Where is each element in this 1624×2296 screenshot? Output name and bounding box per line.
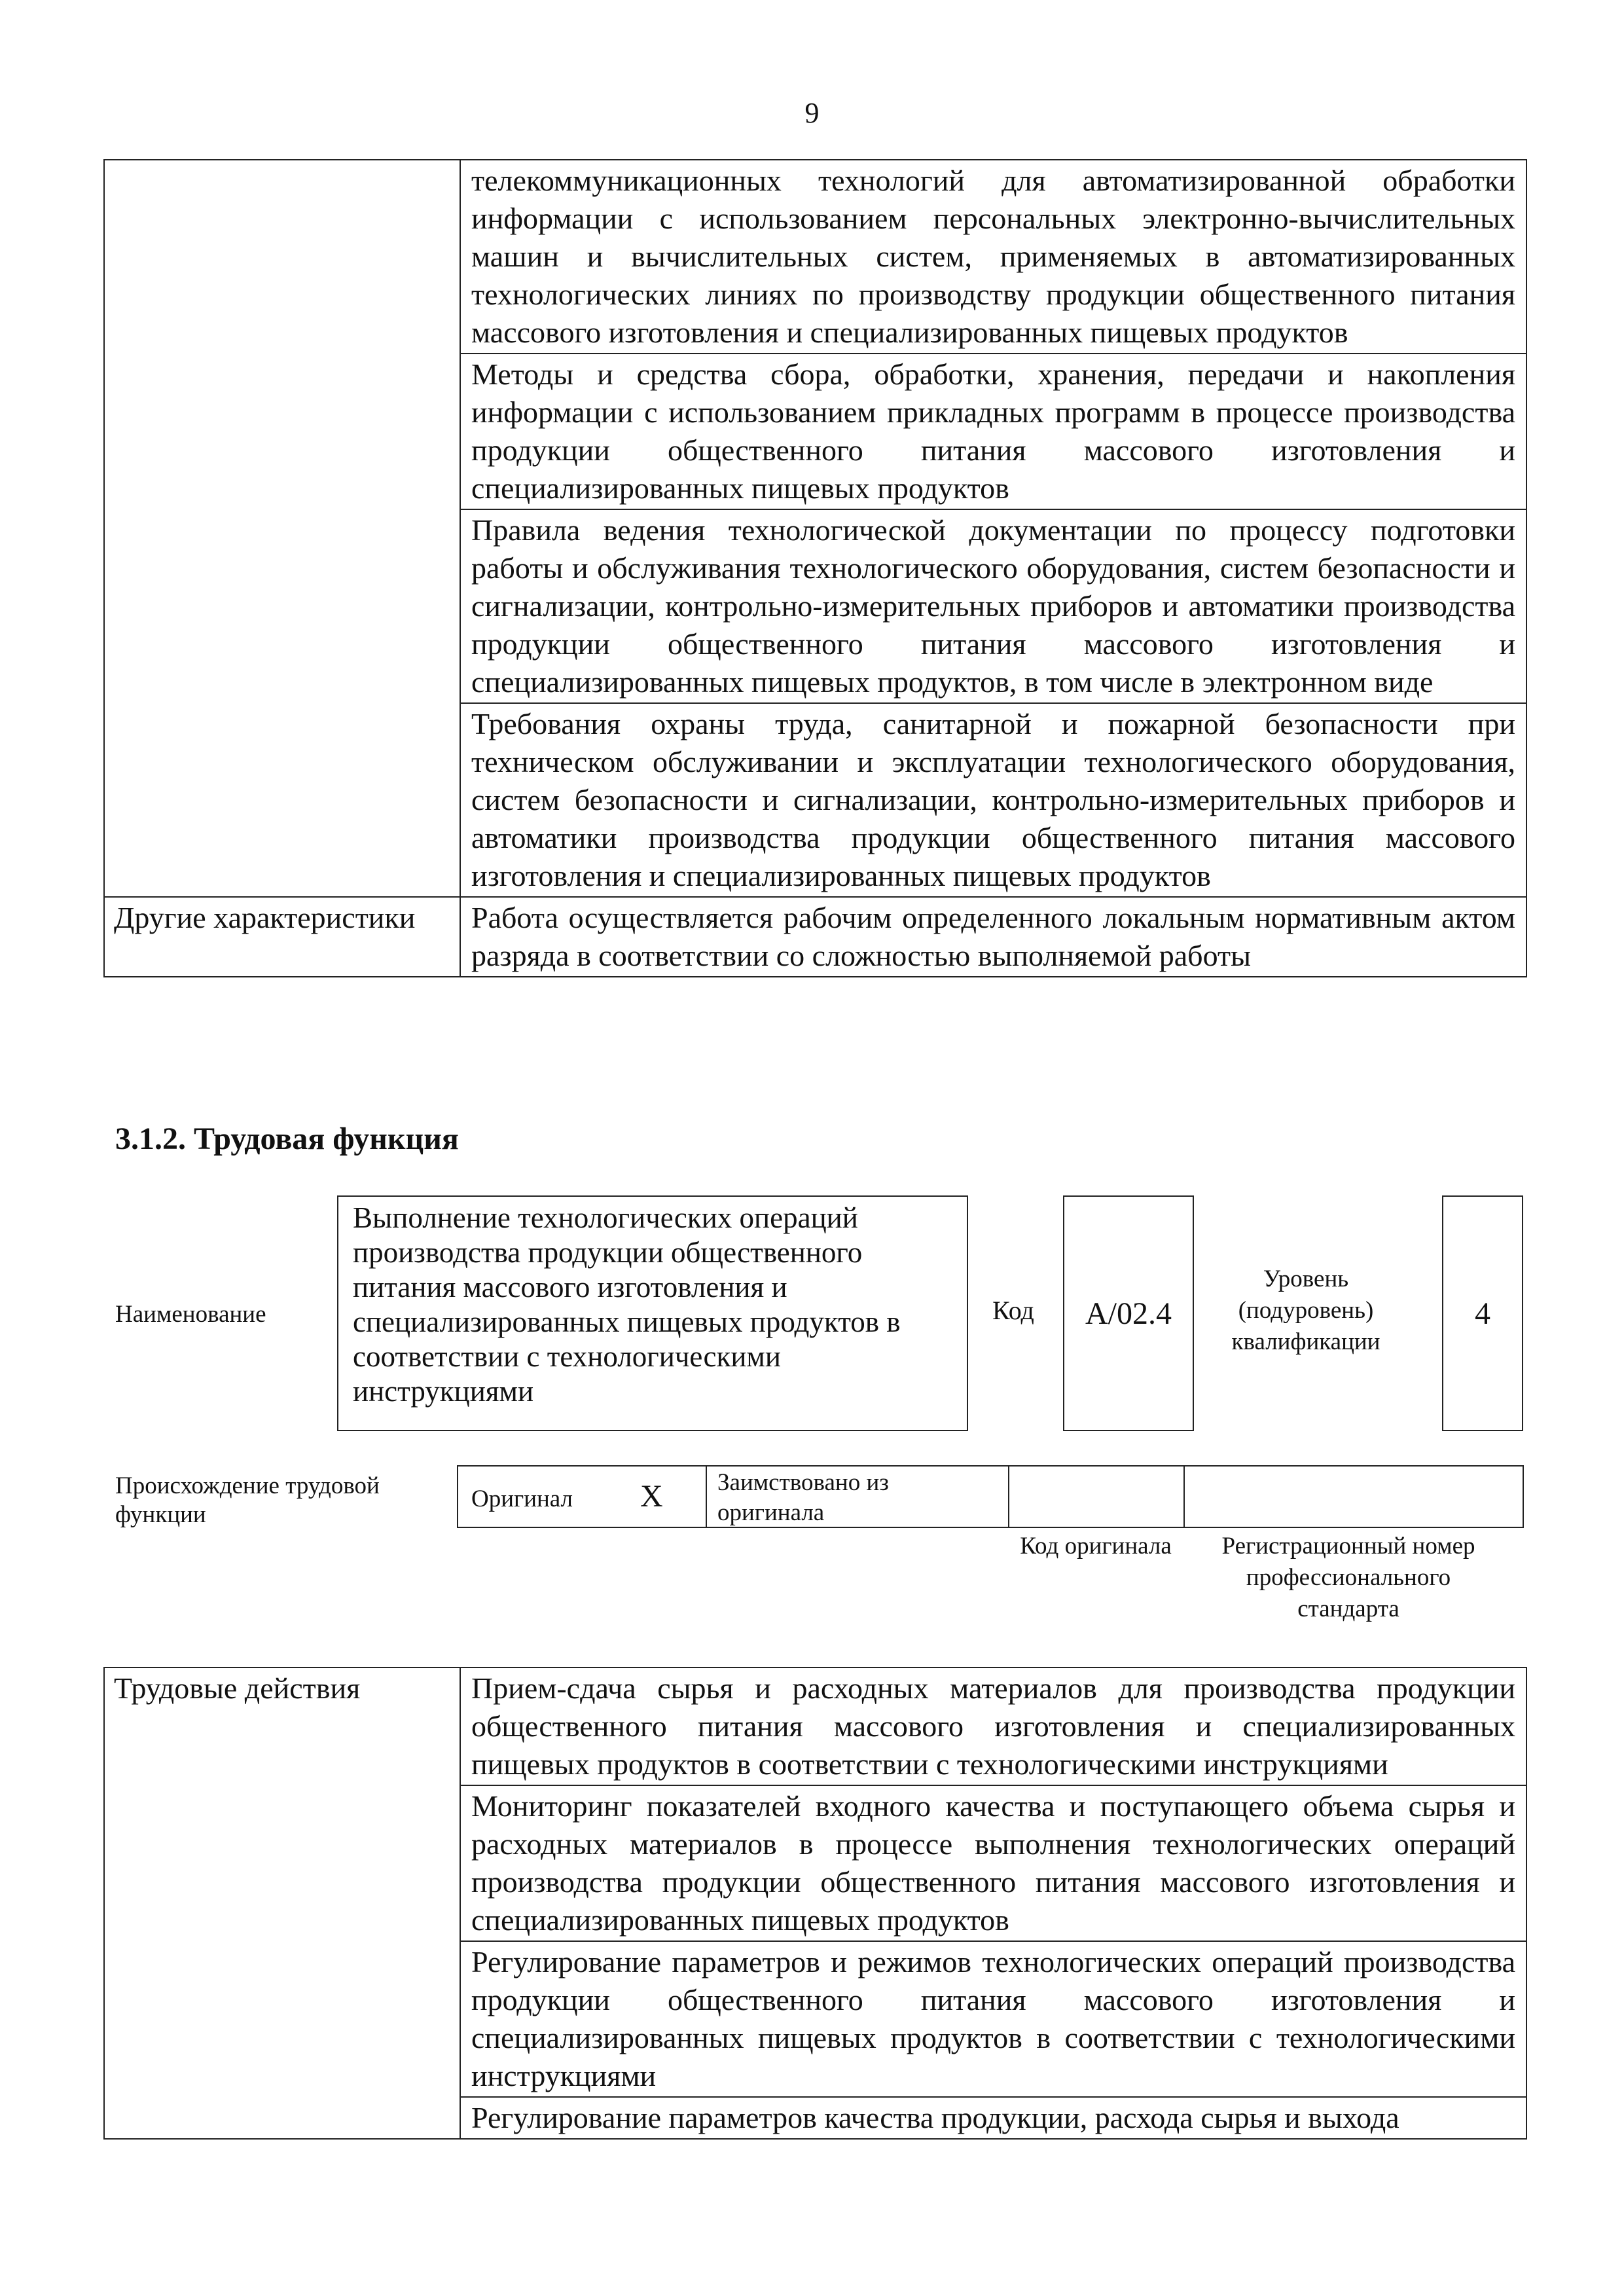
qualification-level-label: Уровень (подуровень) квалификации [1231, 1266, 1380, 1355]
table-cell: Правила ведения технологической документации по процессу подготовки работы и обслуживания технологического оборудования, систем безопасности и сигнализации, контрольно-измерительных приборов и автоматики производства продукции общественного питания массового изготовления и специализированных пищевых продуктов, в том числе в электронном виде [460, 509, 1526, 703]
origin-label: Происхождение трудовой функции [115, 1472, 380, 1528]
table-cell: Прием-сдача сырья и расходных материалов для производства продукции общественного питания массового изготовления и специализированных пищевых продуктов в соответствии с технологическими инструкциями [460, 1667, 1526, 1785]
other-characteristics-text: Работа осуществляется рабочим определенного локальным нормативным актом разряда в соответствии со сложностью выполняемой работы [460, 897, 1526, 977]
table-cell: Методы и средства сбора, обработки, хранения, передачи и накопления информации с использованием прикладных программ в процессе производства продукции общественного питания массового изготовления и специализированных пищевых продуктов [460, 354, 1526, 509]
requirements-table [103, 159, 1527, 977]
table-row [104, 1667, 1526, 1785]
origin-row [457, 1465, 1524, 1528]
original-code-cell [1009, 1467, 1185, 1527]
code-value-box: А/02.4 [1063, 1195, 1194, 1431]
table-cell: телекоммуникационных технологий для автоматизированной обработки информации с использованием персональных электронно-вычислительных машин и вычислительных систем, применяемых в автоматизированных технологических линиях по производству продукции общественного питания массового изготовления и специализированных пищевых продуктов [460, 160, 1526, 354]
registration-number-cell [1185, 1467, 1523, 1527]
table-cell: Регулирование параметров качества продукции, расхода сырья и выхода [460, 2097, 1526, 2139]
qualification-level-box: 4 [1442, 1195, 1523, 1431]
name-label: Наименование [115, 1301, 266, 1328]
table-cell: Требования охраны труда, санитарной и пожарной безопасности при техническом обслуживании и эксплуатации технологического оборудования, систем безопасности и сигнализации, контрольно-измерительных приборов и автоматики производства продукции общественного питания массового изготовления и специализированных пищевых продуктов [460, 703, 1526, 897]
code-label: Код [992, 1296, 1034, 1325]
original-label: Оригинал [471, 1485, 573, 1512]
page-number: 9 [804, 97, 820, 129]
table-row [104, 160, 1526, 354]
original-cell [458, 1467, 707, 1527]
labor-actions-table [103, 1667, 1527, 2140]
table-label-cell [104, 160, 460, 897]
labor-actions-label: Трудовые действия [104, 1667, 460, 2139]
table-cell: Мониторинг показателей входного качества и поступающего объема сырья и расходных материалов в процессе выполнения технологических операций производства продукции общественного питания массового изготовления и специализированных пищевых продуктов [460, 1785, 1526, 1941]
table-row [104, 897, 1526, 977]
original-mark: X [640, 1479, 663, 1514]
section-heading: 3.1.2. Трудовая функция [115, 1121, 459, 1156]
registration-number-caption: Регистрационный номер профессионального стандарта [1221, 1533, 1475, 1622]
function-name-box: Выполнение технологических операций производства продукции общественного питания массового изготовления и специализированных пищевых продуктов в соответствии с технологическими инструкциями [337, 1195, 968, 1431]
borrowed-label: Заимствовано из оригинала [717, 1469, 889, 1526]
original-code-caption: Код оригинала [1020, 1533, 1172, 1559]
other-characteristics-label: Другие характеристики [104, 897, 460, 977]
borrowed-cell [707, 1467, 1009, 1527]
table-cell: Регулирование параметров и режимов технологических операций производства продукции общественного питания массового изготовления и специализированных пищевых продуктов в соответствии с технологическими инструкциями [460, 1941, 1526, 2097]
